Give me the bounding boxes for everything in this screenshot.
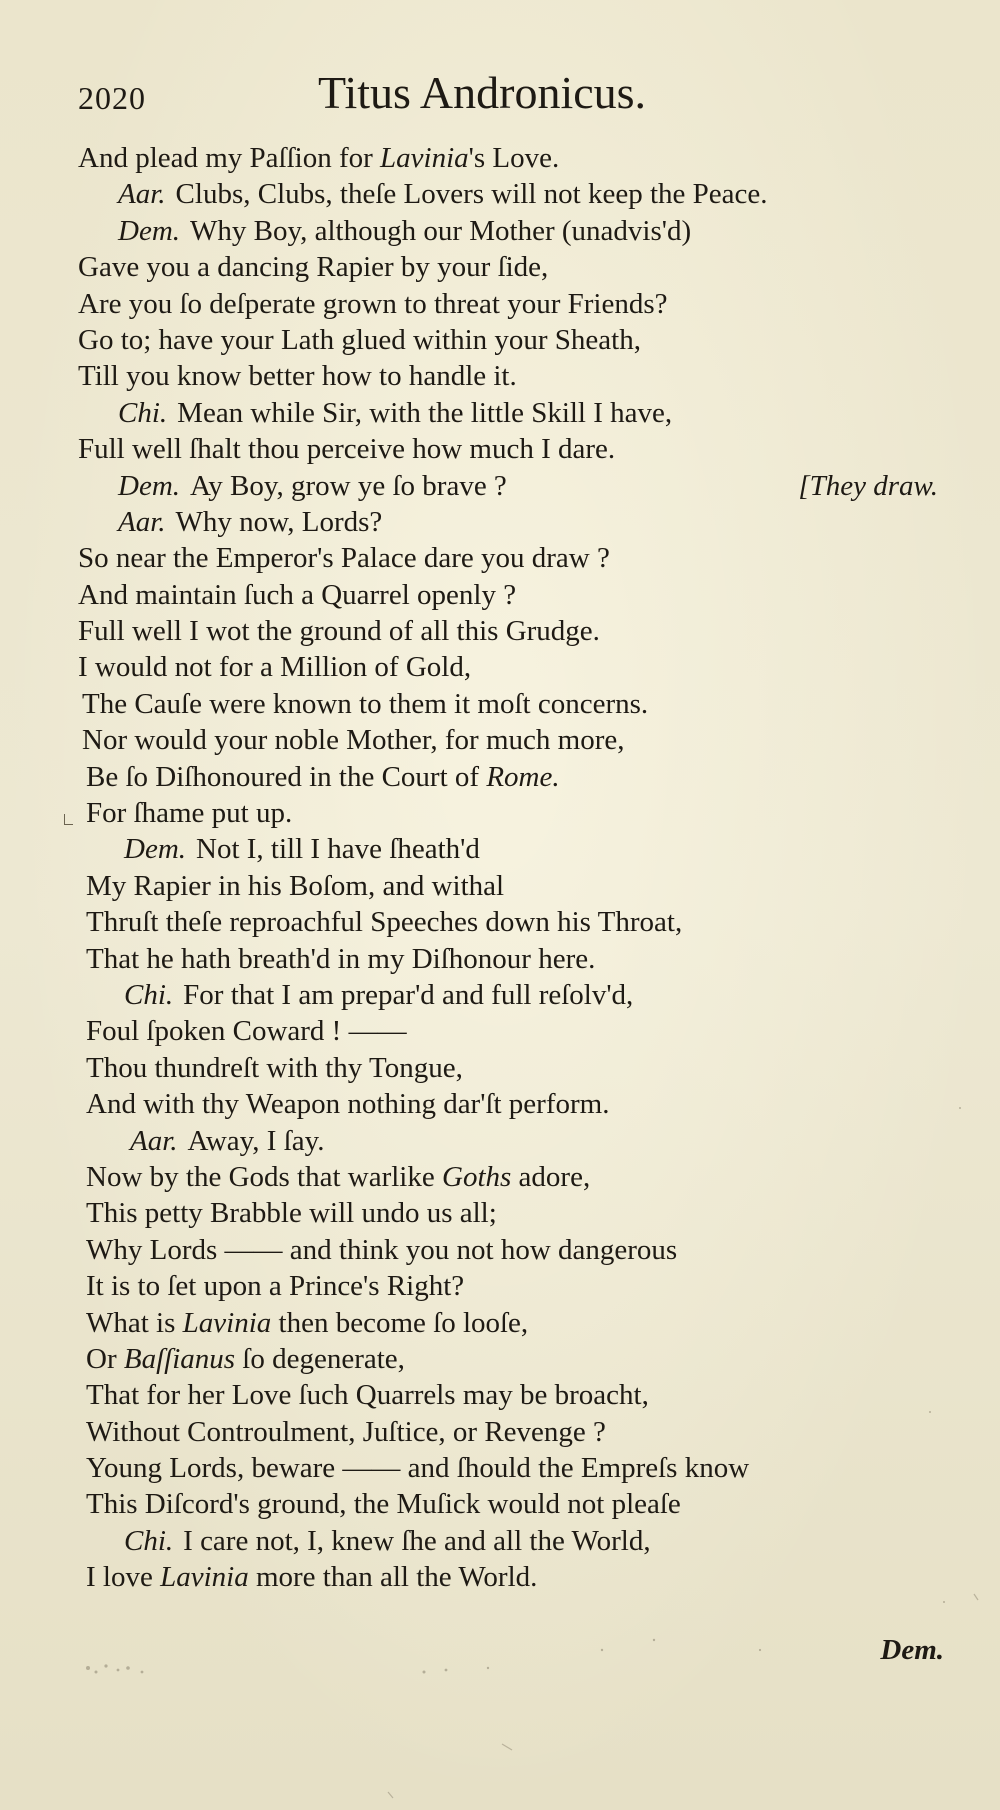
text-line	[0, 759, 1000, 795]
page-number: 2020	[78, 80, 146, 116]
verse-text: Young Lords, beware —— and ſhould the Empreſs know	[86, 1452, 750, 1485]
verse-text: I would not for a Million of Gold,	[78, 651, 472, 684]
speaker-name: Aar.	[118, 505, 166, 538]
text-line	[0, 1086, 1000, 1122]
text-line	[0, 286, 1000, 322]
italic-name: Lavinia	[380, 142, 469, 174]
text-line	[0, 1050, 1000, 1086]
verse-text: Thruſt theſe reproachful Speeches down his Throat,	[86, 906, 683, 939]
verse-text: Full well I wot the ground of all this Grudge.	[78, 615, 600, 648]
speaker-name: Dem.	[124, 833, 187, 866]
verse-text: Mean while Sir, with the little Skill I have,	[177, 396, 673, 429]
play-text	[0, 140, 1000, 1596]
text-line	[0, 1486, 1000, 1522]
text-line	[0, 1123, 1000, 1159]
verse-text: So near the Emperor's Palace dare you draw ?	[78, 542, 610, 575]
text-line	[0, 213, 1000, 249]
verse-text: Away, I ſay.	[187, 1124, 325, 1157]
text-line	[0, 868, 1000, 904]
verse-text: more than all the World.	[248, 1561, 538, 1594]
verse-text: adore,	[511, 1160, 591, 1193]
text-line	[0, 1414, 1000, 1450]
verse-text: Why now, Lords?	[175, 505, 383, 538]
verse-text: I love	[86, 1561, 161, 1594]
text-line	[0, 1341, 1000, 1377]
text-line	[0, 977, 1000, 1013]
text-line	[0, 795, 1000, 831]
text-line	[0, 1559, 1000, 1595]
verse-text: That for her Love ſuch Quarrels may be broacht,	[86, 1379, 649, 1412]
verse-text: Go to; have your Lath glued within your Sheath,	[78, 323, 641, 356]
text-line	[0, 1450, 1000, 1486]
verse-text: Are you ſo deſperate grown to threat your Friends?	[78, 287, 668, 320]
italic-name: Lavinia	[160, 1561, 249, 1594]
verse-text: And maintain ſuch a Quarrel openly ?	[78, 578, 517, 611]
text-line	[0, 395, 1000, 431]
verse-text: Ay Boy, grow ye ſo brave ?	[190, 469, 507, 502]
text-line	[0, 613, 1000, 649]
verse-text: 's Love.	[468, 142, 560, 174]
verse-text: Now by the Gods that warlike	[86, 1160, 442, 1193]
verse-text: Clubs, Clubs, theſe Lovers will not keep the Peace.	[175, 178, 768, 211]
text-line	[0, 1159, 1000, 1195]
verse-text: It is to ſet upon a Prince's Right?	[86, 1270, 465, 1303]
verse-text: Or	[86, 1342, 124, 1375]
verse-text: And with thy Weapon nothing dar'ſt perform.	[86, 1088, 610, 1121]
italic-name: Baſſianus	[123, 1342, 236, 1375]
text-line	[0, 540, 1000, 576]
text-line	[0, 1013, 1000, 1049]
text-line	[0, 431, 1000, 467]
verse-text: Till you know better how to handle it.	[78, 360, 517, 393]
verse-text: Be ſo Diſhonoured in the Court of	[86, 760, 487, 793]
verse-text: Why Boy, although our Mother (unadvis'd)	[190, 214, 692, 247]
verse-text: For ſhame put up.	[86, 797, 293, 830]
speaker-name: Dem.	[118, 214, 181, 247]
verse-text: Thou thundreſt with thy Tongue,	[86, 1051, 463, 1084]
text-line	[0, 249, 1000, 285]
text-line	[0, 1232, 1000, 1268]
verse-text: Why Lords —— and think you not how dangerous	[86, 1233, 678, 1266]
text-line	[0, 358, 1000, 394]
text-line	[0, 831, 1000, 867]
text-line	[0, 1377, 1000, 1413]
verse-text: The Cauſe were known to them it moſt concerns.	[82, 687, 649, 720]
verse-text: What is	[86, 1306, 183, 1339]
page-header	[0, 58, 1000, 128]
verse-text: Without Controulment, Juſtice, or Revenge ?	[86, 1415, 606, 1448]
verse-text: For that I am prepar'd and full reſolv'd,	[183, 978, 634, 1011]
verse-text: Foul ſpoken Coward ! ——	[86, 1015, 407, 1048]
text-line	[0, 577, 1000, 613]
text-line	[0, 1523, 1000, 1559]
text-line	[0, 649, 1000, 685]
speaker-name: Chi.	[124, 978, 174, 1011]
italic-name: Goths	[442, 1160, 512, 1193]
text-line	[0, 722, 1000, 758]
verse-text: I care not, I, knew ſhe and all the World,	[183, 1524, 651, 1557]
verse-text: Not I, till I have ſheath'd	[196, 833, 480, 866]
speaker-name: Chi.	[124, 1524, 174, 1557]
speaker-name: Dem.	[118, 469, 181, 502]
italic-name: Lavinia	[182, 1306, 272, 1339]
text-line	[0, 1268, 1000, 1304]
verse-text: then become ſo looſe,	[271, 1306, 529, 1339]
text-line	[0, 686, 1000, 722]
verse-text: This petty Brabble will undo us all;	[86, 1197, 497, 1230]
verse-text: Full well ſhalt thou perceive how much I dare.	[78, 433, 616, 466]
speaker-name: Chi.	[118, 396, 168, 429]
text-line	[0, 504, 1000, 540]
speaker-name: Aar.	[118, 178, 166, 211]
text-line	[0, 904, 1000, 940]
text-line	[0, 941, 1000, 977]
text-line	[0, 322, 1000, 358]
verse-text: That he hath breath'd in my Diſhonour here.	[86, 942, 596, 975]
verse-text: This Diſcord's ground, the Muſick would not pleaſe	[86, 1488, 681, 1521]
catchword: Dem.	[880, 1634, 944, 1666]
stage-direction: [They draw.	[798, 469, 938, 502]
text-line	[0, 1195, 1000, 1231]
verse-text: My Rapier in his Boſom, and withal	[86, 869, 505, 902]
text-line	[0, 176, 1000, 212]
italic-name: Rome.	[486, 760, 560, 793]
text-line	[0, 468, 1000, 504]
verse-text: Nor would your noble Mother, for much more,	[82, 724, 625, 757]
speaker-name: Aar.	[130, 1124, 178, 1157]
verse-text: Gave you a dancing Rapier by your ſide,	[78, 251, 549, 284]
verse-text: And plead my Paſſion for	[78, 142, 381, 174]
verse-text: ſo degenerate,	[235, 1342, 405, 1375]
text-line	[0, 1305, 1000, 1341]
text-line	[0, 140, 1000, 176]
running-title: Titus Andronicus.	[318, 67, 647, 118]
